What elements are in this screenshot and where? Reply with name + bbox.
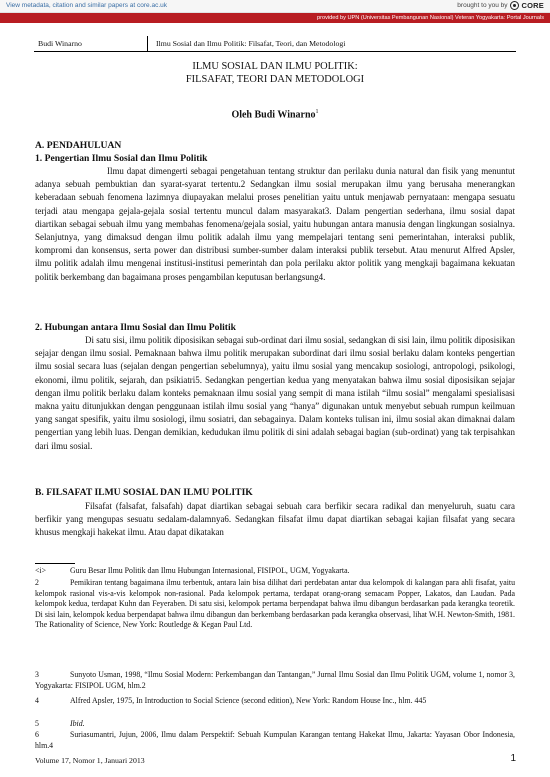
running-head-author: Budi Winarno: [38, 39, 82, 48]
footnote-5: [35, 719, 515, 730]
section-b-paragraph: Filsafat (falsafat, falsafah) dapat diartikan sebagai sebuah cara berfikir secara radikal dan menyeluruh, suatu cara berfikir yang mengupas sesuatu sedalam-dalamnya6. Sedangkan filsafat ilmu dapat diartikan sebagai kajian filsafat yang secara khusus mengkaji hakekat ilmu. Atau dapat dikatakan: [35, 501, 515, 538]
section-b-heading: B. FILSAFAT ILMU SOSIAL DAN ILMU POLITIK: [35, 487, 253, 498]
footnote-text: Sunyoto Usman, 1998, “Ilmu Sosial Modern: Perkembangan dan Tantangan,” Jurnal Ilmu Sosial dan Ilmu Politik UGM, volume 1, nomor 3, Yogyakarta: FISIPOL UGM, hlm.2: [35, 670, 515, 690]
footnote-number: 3: [35, 670, 39, 679]
core-logo-icon: [510, 1, 519, 10]
provider-text[interactable]: provided by UPN (Universitas Pembangunan Nasional) Veteran Yogyakarta: Portal Journals: [317, 14, 544, 21]
section-a2-heading: 2. Hubungan antara Ilmu Sosial dan Ilmu Politik: [35, 322, 236, 333]
provider-bar: [0, 13, 550, 23]
brought-by: [457, 1, 544, 10]
footnote-1: [35, 566, 515, 577]
footnote-number: <i>: [35, 566, 47, 575]
running-head-divider: [147, 36, 148, 51]
footnote-3: [35, 670, 515, 691]
footnote-4: [35, 696, 515, 707]
section-a2-paragraph: Di satu sisi, ilmu politik diposisikan sebagai sub-ordinat dari ilmu sosial, sedangkan di sisi lain, ilmu politik diposisikan sejajar dengan ilmu sosial. Pemaknaan bahwa ilmu politik merupakan subordinat dari ilmu sosial berlaku dalam konteks pengertian ilmu sosial secara luas (sejalan dengan pengertian sebelumnya), yaitu ilmu sosial yang mencakup sosiologi, antropologi, psikologi, ekonomi, ilmu politik, sejarah, dan psikiatri5. Sedangkan pengertian kedua yang menyatakan bahwa ilmu sosial diposisikan sejajar dengan ilmu politik berlaku dalam konteks pemaknaan ilmu sosial yang sempit di mana istilah “ilmu sosial” mengalami spesialisasi makna yaitu ditunjukkan dengan penggunaan istilah ilmu sosial yang “hanya” digunakan untuk menyebut sebuah rumpun keilmuan yang sangat spesifik, yaitu ilmu sosiologi, ilmu sosiatri, dan sebagainya. Dalam konteks tulisan ini, ilmu sosial akan dimaknai dalam pengertian yang lebih luas. Dengan demikian, kedudukan ilmu politik di sini adalah sebagai bagian (sub-ordinat) yang tak terpisahkan dari ilmu sosial.: [35, 335, 515, 451]
running-head-title: Ilmu Sosial dan Ilmu Politik: Filsafat, Teori, dan Metodologi: [156, 39, 346, 48]
running-head: [34, 36, 516, 52]
byline-footnote-ref: 1: [315, 109, 319, 115]
footnote-text: Ibid.: [70, 719, 85, 728]
article-byline: [0, 109, 550, 120]
footnote-2: [35, 578, 515, 631]
page-number: 1: [510, 753, 516, 764]
byline-text: Oleh Budi Winarno: [231, 109, 316, 121]
section-a-heading: A. PENDAHULUAN: [35, 140, 122, 151]
brought-by-text: brought to you by: [457, 2, 508, 9]
footnote-number: 2: [35, 578, 39, 587]
core-logo[interactable]: CORE: [521, 1, 544, 10]
footnote-number: 5: [35, 719, 39, 728]
footnote-text: Suriasumantri, Jujun, 2006, Ilmu dalam Perspektif: Sebuah Kumpulan Karangan tentang Hakekat Ilmu, Jakarta: Yayasan Obor Indonesia, hlm.4: [35, 730, 515, 750]
footnote-6: [35, 730, 515, 751]
footnote-rule: [35, 563, 75, 564]
article-title-line1: ILMU SOSIAL DAN ILMU POLITIK:: [192, 61, 358, 72]
journal-issue: Volume 17, Nomor 1, Januari 2013: [35, 756, 145, 765]
article-title-line2: FILSAFAT, TEORI DAN METODOLOGI: [185, 74, 365, 85]
footnote-number: 4: [35, 696, 39, 705]
metadata-link[interactable]: View metadata, citation and similar papers at core.ac.uk: [6, 2, 168, 9]
section-a1-heading: 1. Pengertian Ilmu Sosial dan Ilmu Politik: [35, 153, 208, 164]
footnote-text: Guru Besar Ilmu Politik dan Ilmu Hubungan Internasional, FISIPOL, UGM, Yogyakarta.: [70, 566, 350, 575]
core-banner: [0, 0, 550, 13]
footnote-text: Alfred Apsler, 1975, In Introduction to Social Science (second edition), New York: Random House Inc., hlm. 445: [70, 696, 427, 705]
footnote-number: 6: [35, 730, 39, 739]
footnote-text: Pemikiran tentang bagaimana ilmu terbentuk, antara lain bisa dilihat dari perdebatan antar dua kelompok di kalangan para ahli fisafat, yaitu kelompok rasional vis-a-vis kelompok non-rasional. Pada kelompok pertama, terdapat orang-orang semacam Popper, Lakatos, dan Laudan. Pada kelompok kedua, terdapat Kuhn dan Feyeraben. Di satu sisi, kelompok pertama berpendapat bahwa ilmu dibangun berdasarkan pada kerangka teoretik. Di sisi lain, kelompok kedua berpendapat bahwa ilmu dibangun dan berkembang berdasarkan pada kerangka observasi, lihat W.H. Newton-Smith, 1981. The Rationality of Science, New York: Routledge & Kegan Paul Ltd.: [35, 578, 515, 629]
section-a1-paragraph: Ilmu dapat dimengerti sebagai pengetahuan tentang struktur dan perilaku dunia natural dan fisik yang menuntut adanya sebuah pembuktian dan syarat-syarat tertentu.2 Sedangkan ilmu sosial merupakan ilmu yang berusaha menerangkan keberadaan sebuah fenomena lazimnya diupayakan melalui proses penelitian yaitu untuk menjawab pernyataan: mengapa sesuatu terjadi atau mengapa gejala-gejala sosial tertentu muncul dalam masyarakat3. Dalam pengertian sederhana, ilmu sosial dapat diartikan sebagai sebuah ilmu yang membahas fenomena/gejala sosial, yaitu hubungan antara manusia dengan lingkungan sosialnya. Selanjutnya, yang dimaksud dengan ilmu politik adalah ilmu yang mempelajari tentang seni pemerintahan, interaksi publik, kompromi dan konsensus, serta power dan distribusi sumber-sumber dalam interaksi publik tersebut. Atau menurut Alfred Apsler, ilmu politik adalah ilmu mengenai institusi-institusi pemerintah dan pola perilaku aktor politik yang mengkaji bagaimana kekuatan politik berkembang dan bagaimana proses pengambilan keputusan berlangsung4.: [35, 166, 515, 282]
